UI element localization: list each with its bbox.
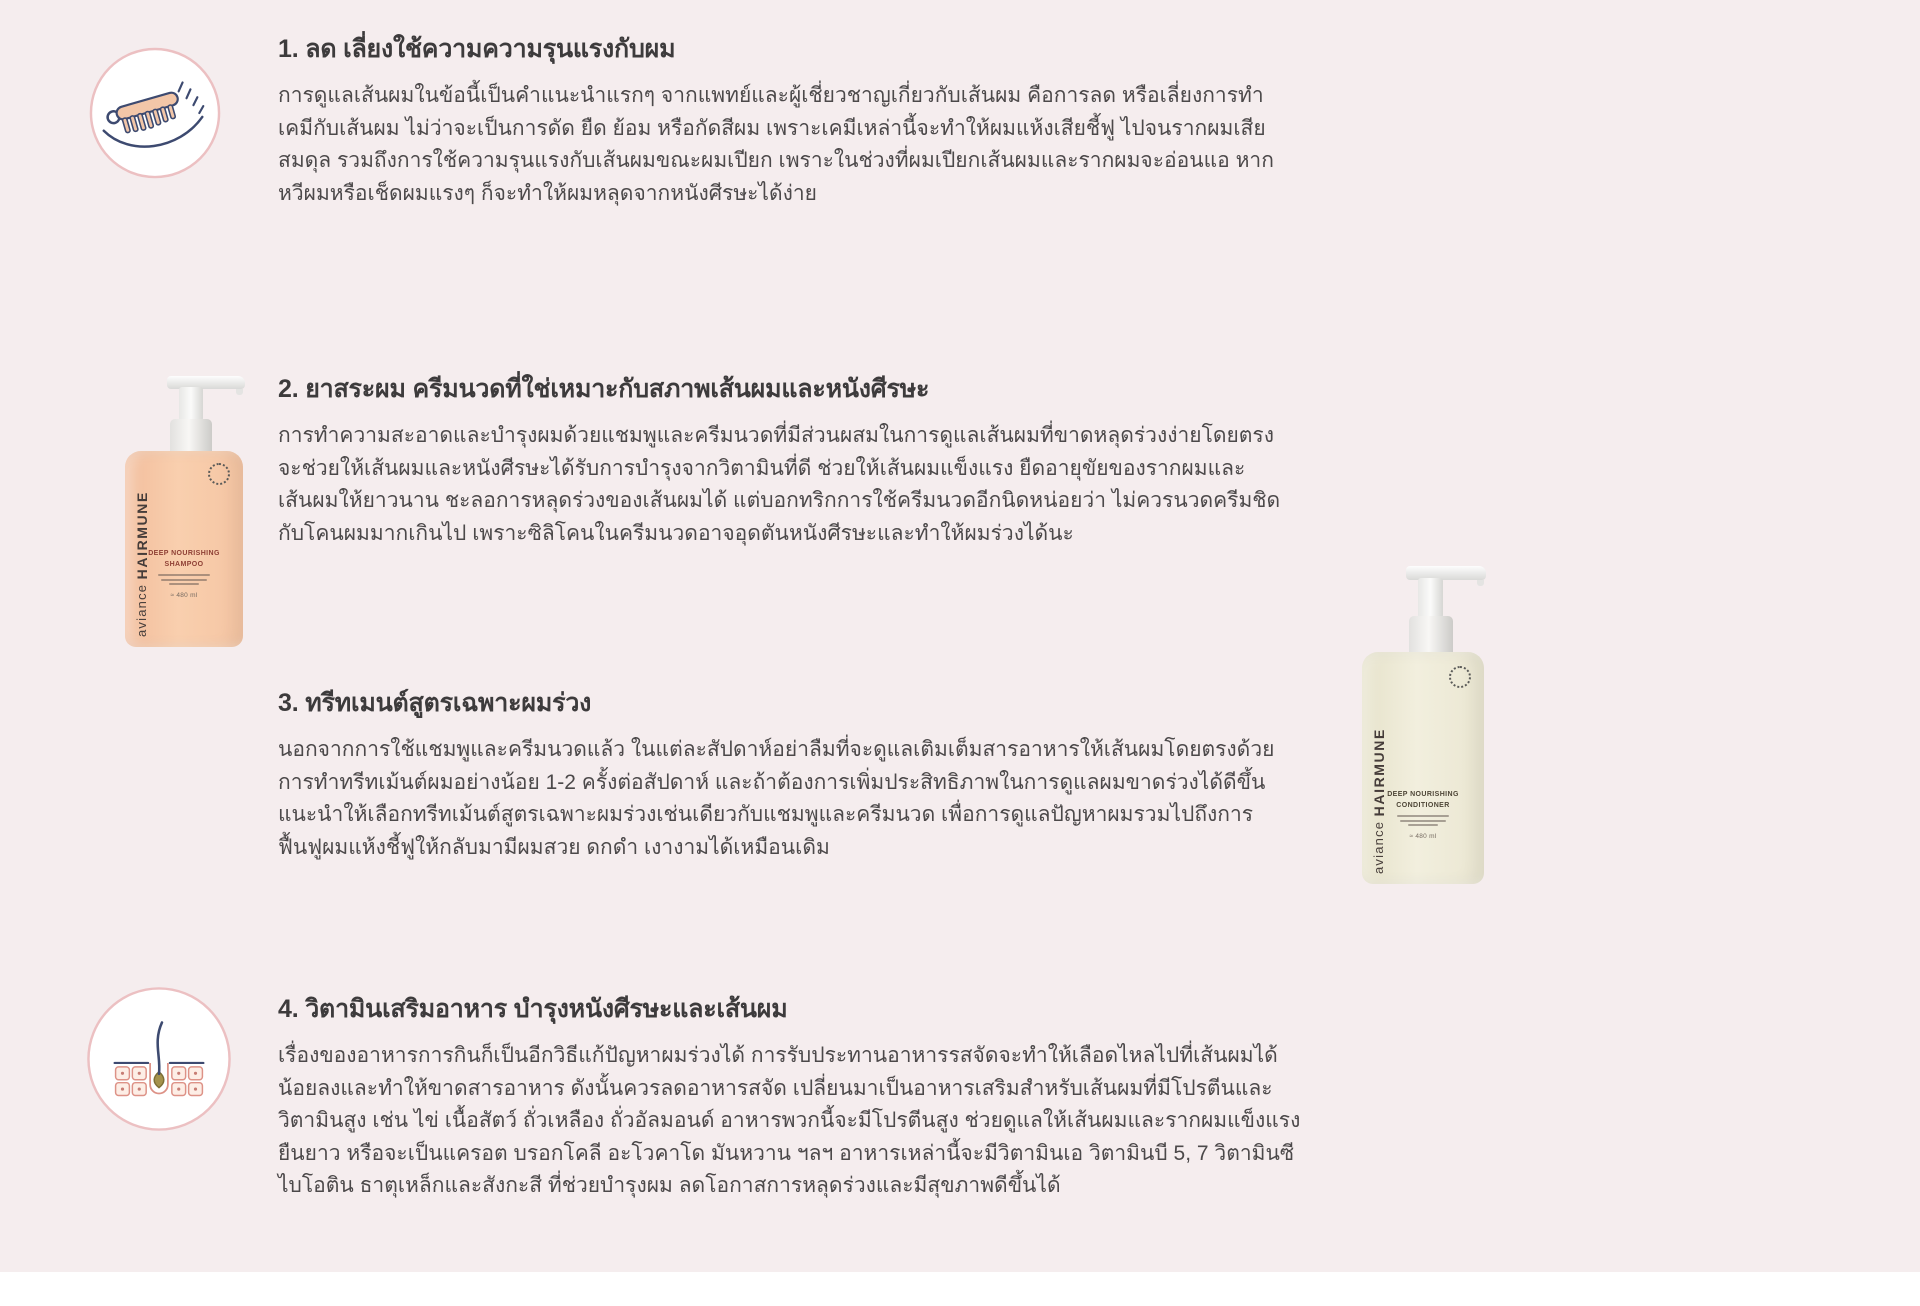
section-4 — [278, 994, 1313, 1203]
shampoo-brand-text: aviance HAIRMUNE — [134, 491, 150, 637]
shampoo-pump-nozzle — [167, 376, 245, 389]
conditioner-label-line1: DEEP NOURISHING — [1387, 791, 1459, 798]
conditioner-brand-text: aviance HAIRMUNE — [1371, 728, 1387, 874]
shampoo-label-line1: DEEP NOURISHING — [148, 550, 220, 557]
section-3-title: 3. ทรีทเมนต์สูตรเฉพาะผมร่วง — [278, 689, 592, 717]
conditioner-label-fine-print — [1385, 815, 1461, 826]
conditioner-pump-tube — [1418, 578, 1443, 618]
section-1-body: การดูแลเส้นผมในข้อนี้เป็นคำแนะนำแรกๆ จากแพทย์และผู้เชี่ยวชาญเกี่ยวกับเส้นผม คือการลด หรือเลี่ยงการทำเคมีกับเส้นผม ไม่ว่าจะเป็นการดัด ยืด ย้อม หรือกัดสีผม เพราะเคมีเหล่านี้จะทำให้ผมแห้งเสียชี้ฟู ไปจนรากผมเสียสมดุล รวมถึงการใช้ความรุนแรงกับเส้นผมขณะผมเปียก เพราะในช่วงที่ผมเปียกเส้นผมและรากผมจะอ่อนแอ หากหวีผมหรือเช็ดผมแรงๆ ก็จะทำให้ผมหลุดจากหนังศีรษะได้ง่าย — [278, 84, 1274, 205]
shampoo-label — [146, 549, 222, 599]
conditioner-label — [1385, 790, 1461, 840]
section-4-title: 4. วิตามินเสริมอาหาร บำรุงหนังศีรษะและเส้นผม — [278, 995, 788, 1023]
conditioner-pump-collar — [1409, 616, 1453, 655]
hair-follicle-icon — [85, 985, 233, 1133]
shampoo-bottle-body — [125, 451, 243, 647]
section-2-title: 2. ยาสระผม ครีมนวดที่ใช่เหมาะกับสภาพเส้นผมและหนังศีรษะ — [278, 375, 930, 403]
section-3 — [278, 688, 1293, 864]
section-2 — [278, 374, 1293, 550]
conditioner-logo-ring-icon — [1449, 666, 1471, 688]
shampoo-pump-collar — [170, 419, 212, 454]
shampoo-bottle-image — [123, 376, 248, 648]
shampoo-size-text: ≈ 480 ml — [170, 592, 198, 599]
shampoo-logo-ring-icon — [208, 463, 230, 485]
shampoo-label-fine-print — [146, 574, 222, 585]
section-1 — [278, 34, 1293, 210]
shampoo-pump-tube — [179, 387, 203, 421]
bottom-white-strip — [0, 1272, 1920, 1306]
section-4-body: เรื่องของอาหารการกินก็เป็นอีกวิธีแก้ปัญหาผมร่วงได้ การรับประทานอาหารรสจัดจะทำให้เลือดไหลไปที่เส้นผมได้น้อยลงและทำให้ขาดสารอาหาร ดังนั้นควรลดอาหารสจัด เปลี่ยนมาเป็นอาหารเสริมสำหรับเส้นผมที่มีโปรตีนและวิตามินสูง เช่น ไข่ เนื้อสัตว์ ถั่วเหลือง ถั่วอัลมอนด์ อาหารพวกนี้จะมีโปรตีนสูง ช่วยดูแลให้เส้นผมและรากผมแข็งแรง ยืนยาว หรือจะเป็นแครอต บรอกโคลี อะโวคาโด มันหวาน ฯลฯ อาหารเหล่านี้จะมีวิตามินเอ วิตามินบี 5, 7 วิตามินซี ไบโอติน ธาตุเหล็กและสังกะสี ที่ช่วยบำรุงผม ลดโอกาสการหลุดร่วงและมีสุขภาพดีขึ้นได้ — [278, 1044, 1301, 1198]
conditioner-bottle-image — [1360, 566, 1488, 884]
shampoo-label-line2: SHAMPOO — [164, 560, 204, 568]
section-3-body: นอกจากการใช้แชมพูและครีมนวดแล้ว ในแต่ละสัปดาห์อย่าลืมที่จะดูแลเติมเต็มสารอาหารให้เส้นผมโดยตรงด้วยการทำทรีทเม้นต์ผมอย่างน้อย 1-2 ครั้งต่อสัปดาห์ และถ้าต้องการเพิ่มประสิทธิภาพในการดูแลผมขาดร่วงได้ดีขึ้น แนะนำให้เลือกทรีทเม้นต์สูตรเฉพาะผมร่วงเช่นเดียวกับแชมพูและครีมนวด เพื่อการดูแลปัญหาผมรวมไปถึงการฟื้นฟูผมแห้งชี้ฟูให้กลับมามีผมสวย ดกดำ เงางามได้เหมือนเดิม — [278, 738, 1275, 859]
conditioner-label-line2: CONDITIONER — [1396, 801, 1450, 809]
section-2-body: การทำความสะอาดและบำรุงผมด้วยแชมพูและครีมนวดที่มีส่วนผสมในการดูแลเส้นผมที่ขาดหลุดร่วงง่ายโดยตรง จะช่วยให้เส้นผมและหนังศีรษะได้รับการบำรุงจากวิตามินที่ดี ช่วยให้เส้นผมแข็งแรง ยืดอายุขัยของรากผมและเส้นผมให้ยาวนาน ชะลอการหลุดร่วงของเส้นผมได้ แต่บอกทริกการใช้ครีมนวดอีกนิดหน่อยว่า ไม่ควรนวดครีมชิดกับโคนผมมากเกินไป เพราะซิลิโคนในครีมนวดอาจอุดตันหนังศีรษะและทำให้ผมร่วงได้นะ — [278, 424, 1281, 545]
comb-icon — [88, 46, 222, 180]
section-1-title: 1. ลด เลี่ยงใช้ความความรุนแรงกับผม — [278, 35, 676, 63]
conditioner-size-text: ≈ 480 ml — [1409, 833, 1437, 840]
conditioner-bottle-body — [1362, 652, 1484, 884]
